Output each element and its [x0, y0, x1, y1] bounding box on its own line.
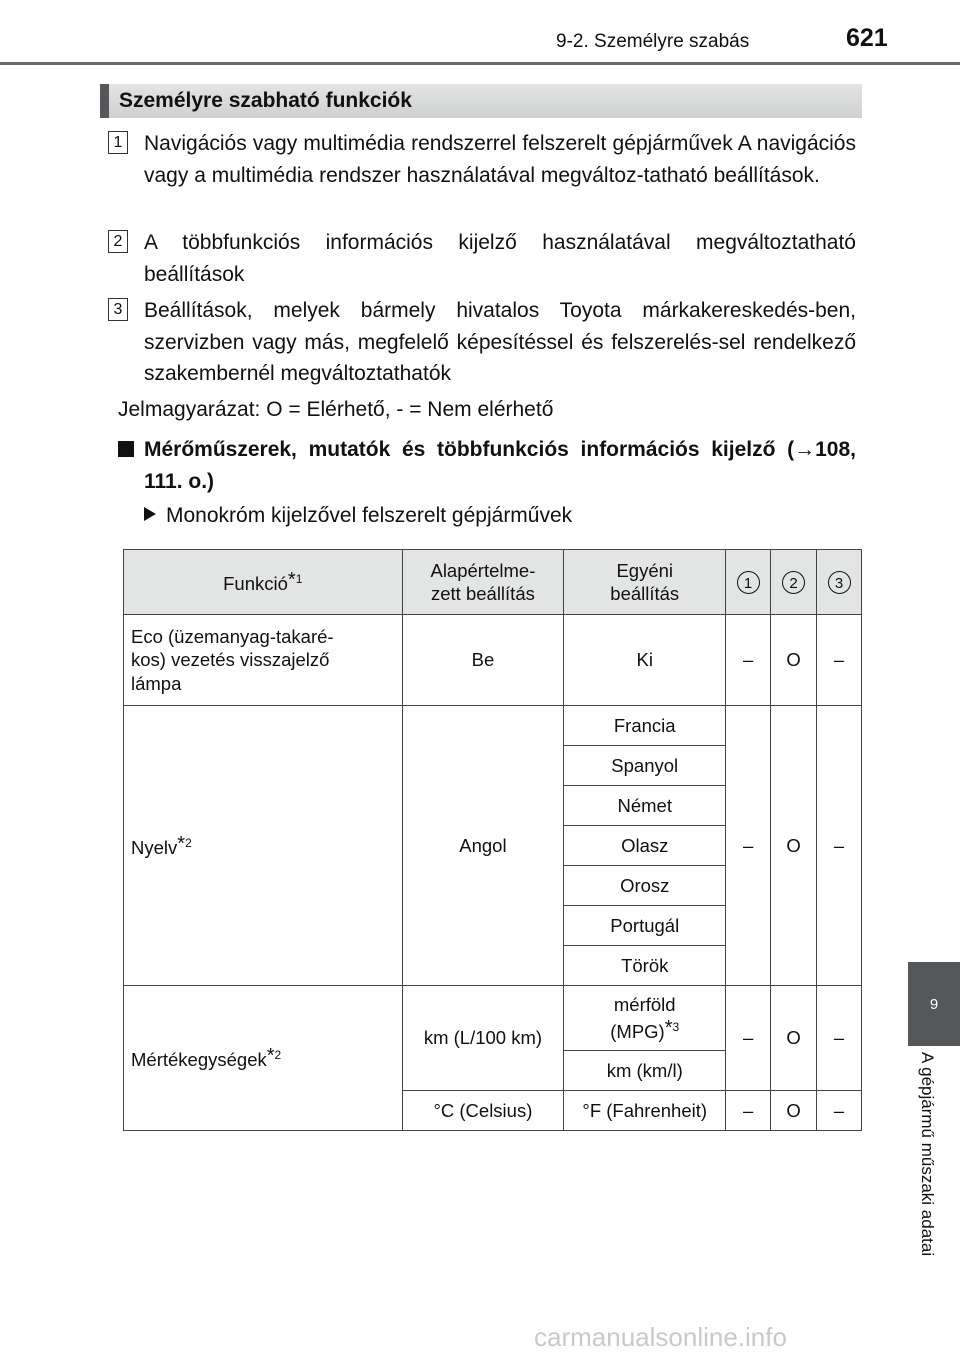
cell-c1: –: [726, 1091, 771, 1131]
cell-c2: O: [771, 615, 817, 706]
chapter-label: A gépjármű műszaki adatai: [918, 1052, 937, 1257]
subheading: [118, 434, 856, 497]
header-custom: Egyéni beállítás: [564, 550, 726, 615]
cell-c3: –: [817, 706, 862, 986]
cell-c1: –: [726, 615, 771, 706]
item-number: 3: [108, 298, 128, 321]
cell-custom: mérföld (MPG)*$^3$: [564, 986, 726, 1051]
cell-default: Angol: [402, 706, 564, 986]
subheading-text: Mérőműszerek, mutatók és többfunkciós információs kijelző (→108, 111. o.): [144, 438, 856, 493]
cell-c2: O: [771, 706, 817, 986]
item-text: Navigációs vagy multimédia rendszerrel felszerelt gépjárművek A navigációs vagy a multimédia rendszer használatával megváltoz-tatható beállítások.: [144, 132, 856, 187]
header-default: Alapértelme- zett beállítás: [402, 550, 564, 615]
item-number: 2: [108, 230, 128, 253]
table-row: [124, 706, 862, 746]
item-text: Beállítások, melyek bármely hivatalos Toyota márkakereskedés-ben, szervizben vagy más, megfelelő képesítéssel és felszerelés-sel rendelkező szakembernél megváltoztathatók: [144, 299, 856, 385]
chapter-tab: [908, 962, 960, 1046]
table-header-row: [124, 550, 862, 615]
item-number: 1: [108, 131, 128, 154]
cell-default: °C (Celsius): [402, 1091, 564, 1131]
watermark: carmanualsonline.info: [534, 1322, 787, 1352]
cell-function: Eco (üzemanyag-takaré- kos) vezetés visszajelző lámpa: [124, 615, 403, 706]
cell-custom: Olasz: [564, 826, 726, 866]
list-item: [108, 295, 856, 390]
cell-c3: –: [817, 986, 862, 1091]
header-col-2: 2: [771, 550, 817, 615]
cell-function: Nyelv*$^2$: [124, 706, 403, 986]
settings-table: [123, 549, 862, 1131]
cell-custom: Török: [564, 946, 726, 986]
cell-custom: Orosz: [564, 866, 726, 906]
cell-custom: Spanyol: [564, 746, 726, 786]
header-rule: [0, 62, 960, 65]
subsubheading: [144, 504, 572, 528]
section-heading-bar: [100, 84, 862, 118]
square-bullet-icon: [118, 441, 134, 457]
section-heading: Személyre szabható funkciók: [119, 89, 412, 112]
table-row: [124, 615, 862, 706]
section-title: 9-2. Személyre szabás: [556, 31, 750, 52]
cell-custom: °F (Fahrenheit): [564, 1091, 726, 1131]
table-row: [124, 986, 862, 1051]
legend-text: Jelmagyarázat: O = Elérhető, - = Nem elérhető: [118, 398, 554, 421]
cell-c1: –: [726, 986, 771, 1091]
cell-c3: –: [817, 1091, 862, 1131]
cell-function: Mértékegységek*$^2$: [124, 986, 403, 1131]
cell-custom: km (km/l): [564, 1051, 726, 1091]
cell-default: km (L/100 km): [402, 986, 564, 1091]
chapter-number: 9: [929, 995, 939, 1013]
cell-default: Be: [402, 615, 564, 706]
cell-custom: Ki: [564, 615, 726, 706]
list-item: [108, 227, 856, 290]
subsubheading-text: Monokróm kijelzővel felszerelt gépjárművek: [166, 504, 573, 527]
cell-c1: –: [726, 706, 771, 986]
cell-c2: O: [771, 1091, 817, 1131]
page-number: 621: [846, 24, 888, 52]
cell-custom: Portugál: [564, 906, 726, 946]
header-col-3: 3: [817, 550, 862, 615]
list-item: [108, 128, 856, 191]
header-function: Funkció*$^1$: [124, 550, 403, 615]
cell-custom: Német: [564, 786, 726, 826]
cell-c3: –: [817, 615, 862, 706]
cell-custom: Francia: [564, 706, 726, 746]
header-col-1: 1: [726, 550, 771, 615]
cell-c2: O: [771, 986, 817, 1091]
triangle-bullet-icon: [144, 507, 156, 521]
item-text: A többfunkciós információs kijelző használatával megváltoztatható beállítások: [144, 231, 856, 286]
